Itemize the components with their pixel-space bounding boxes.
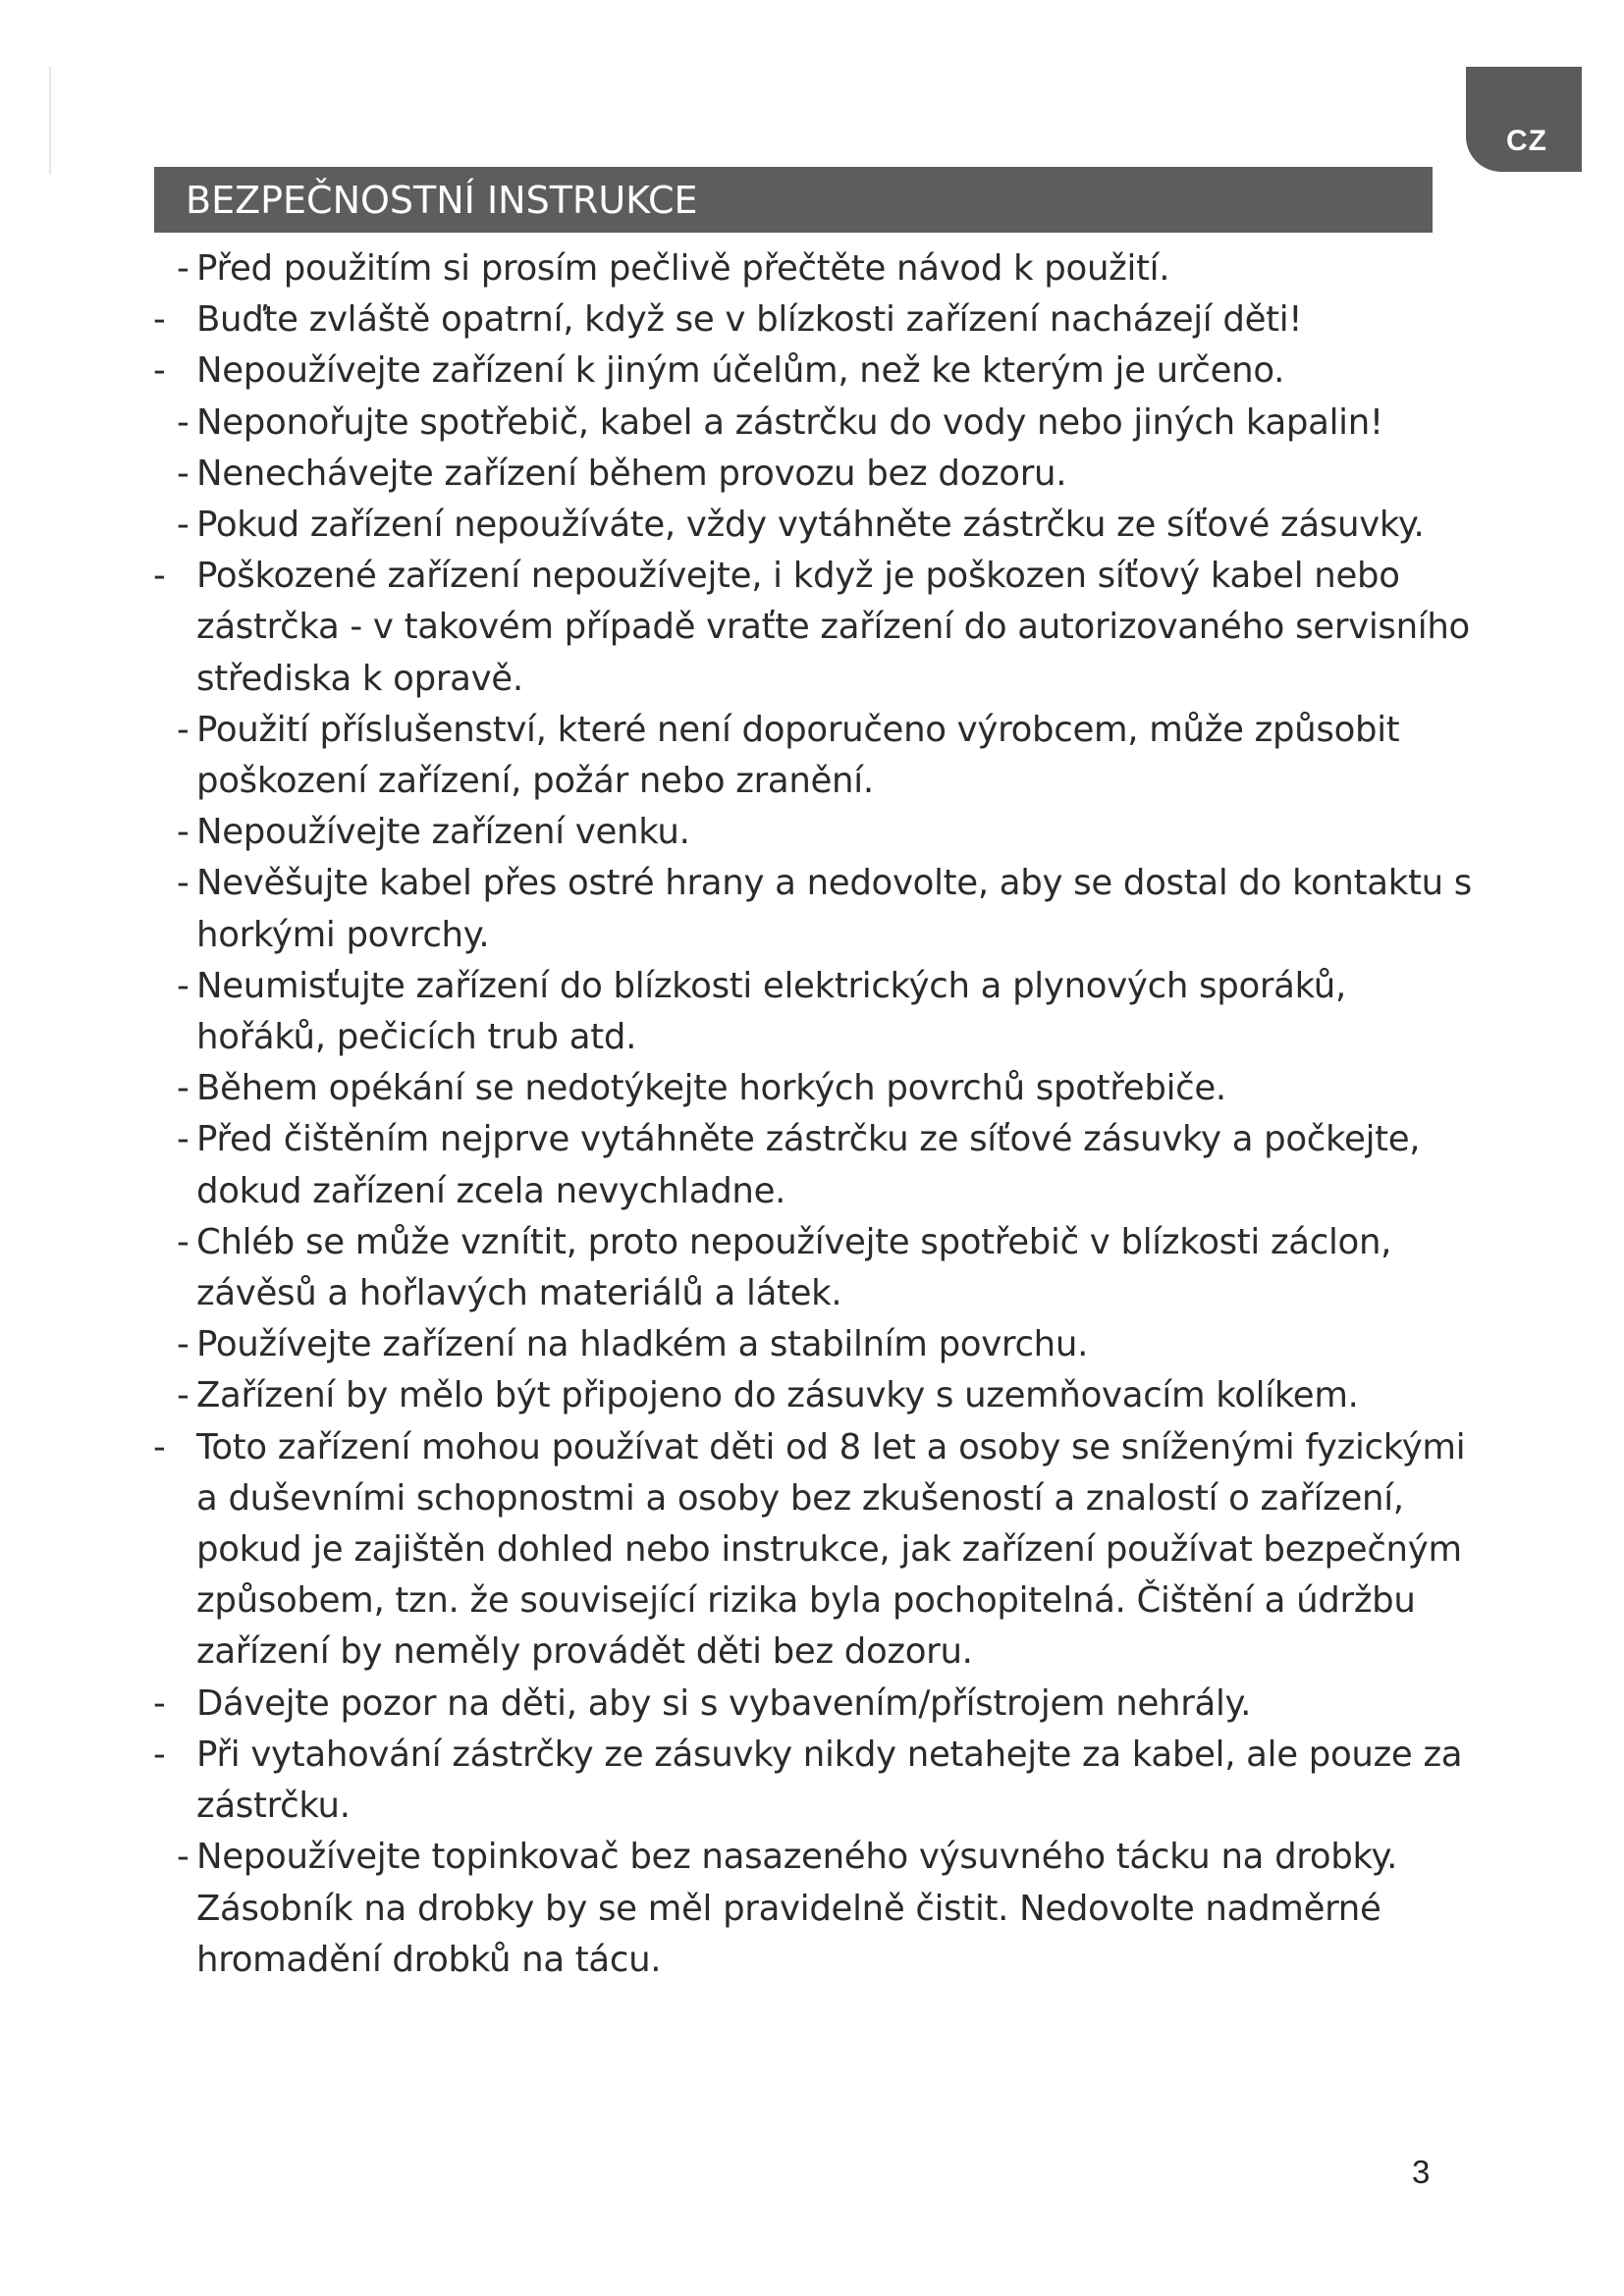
list-dash: - xyxy=(153,350,166,392)
safety-instructions-list xyxy=(147,243,1473,1986)
list-dash: - xyxy=(153,1682,166,1724)
list-item xyxy=(147,551,1473,705)
page-number: 3 xyxy=(1412,2154,1431,2190)
list-item xyxy=(147,1370,1473,1421)
list-dash: - xyxy=(177,1375,189,1416)
list-item xyxy=(147,294,1473,346)
list-item xyxy=(147,500,1473,551)
list-item-text: Zařízení by mělo být připojeno do zásuvky s uzemňovacím kolíkem. xyxy=(196,1375,1359,1416)
list-item xyxy=(147,1114,1473,1216)
section-title: BEZPEČNOSTNÍ INSTRUKCE xyxy=(186,178,698,222)
list-item-text: Buďte zvláště opatrní, když se v blízkosti zařízení nacházejí děti! xyxy=(196,299,1303,341)
list-item xyxy=(147,1217,1473,1319)
list-dash: - xyxy=(177,1324,189,1365)
list-item-text: Při vytahování zástrčky ze zásuvky nikdy netahejte za kabel, ale pouze za zástrčku. xyxy=(196,1734,1463,1827)
list-item-text: Během opékání se nedotýkejte horkých povrchů spotřebiče. xyxy=(196,1068,1226,1109)
list-item xyxy=(147,1679,1473,1730)
list-item-text: Před použitím si prosím pečlivě přečtěte návod k použití. xyxy=(196,248,1170,289)
list-item xyxy=(147,398,1473,449)
list-dash: - xyxy=(177,401,189,443)
list-dash: - xyxy=(177,1068,189,1109)
list-item-text: Toto zařízení mohou používat děti od 8 let a osoby se sníženými fyzickými a duševními schopnostmi a osoby bez zkušeností a znalostí o zařízení, pokud je zajištěn dohled nebo instrukce, jak zařízení používat bezpečným způsobem, tzn. že související rizika byla pochopitelná. Čištění a údržbu zařízení by neměly provádět děti bez dozoru. xyxy=(196,1426,1466,1673)
list-item xyxy=(147,1063,1473,1114)
margin-line xyxy=(49,67,51,175)
list-item-text: Neponořujte spotřebič, kabel a zástrčku do vody nebo jiných kapalin! xyxy=(196,401,1383,443)
list-item-text: Chléb se může vznítit, proto nepoužívejte spotřebič v blízkosti záclon, závěsů a hořlavých materiálů a látek. xyxy=(196,1221,1392,1314)
list-dash: - xyxy=(177,863,189,904)
list-item-text: Nevěšujte kabel přes ostré hrany a nedovolte, aby se dostal do kontaktu s horkými povrchy. xyxy=(196,863,1472,955)
list-dash: - xyxy=(177,709,189,750)
list-item-text: Nepoužívejte zařízení venku. xyxy=(196,812,690,853)
list-item xyxy=(147,346,1473,397)
list-item-text: Používejte zařízení na hladkém a stabilním povrchu. xyxy=(196,1324,1089,1365)
list-item xyxy=(147,1319,1473,1370)
list-dash: - xyxy=(177,505,189,546)
list-dash: - xyxy=(177,965,189,1006)
list-item-text: Neumisťujte zařízení do blízkosti elektrických a plynových sporáků, hořáků, pečicích trub atd. xyxy=(196,965,1346,1058)
list-dash: - xyxy=(177,1119,189,1160)
list-item-text: Pokud zařízení nepoužíváte, vždy vytáhněte zástrčku ze síťové zásuvky. xyxy=(196,505,1425,546)
list-item xyxy=(147,961,1473,1063)
list-dash: - xyxy=(153,299,166,341)
list-item-text: Nepoužívejte topinkovač bez nasazeného výsuvného tácku na drobky. Zásobník na drobky by se měl pravidelně čistit. Nedovolte nadměrné hromadění drobků na tácu. xyxy=(196,1837,1398,1980)
list-dash: - xyxy=(153,1734,166,1775)
list-item xyxy=(147,705,1473,807)
list-dash: - xyxy=(177,248,189,289)
list-item xyxy=(147,858,1473,960)
list-item xyxy=(147,1832,1473,1986)
list-item-text: Poškozené zařízení nepoužívejte, i když je poškozen síťový kabel nebo zástrčka - v takovém případě vraťte zařízení do autorizovaného servisního střediska k opravě. xyxy=(196,556,1470,699)
section-header-bar xyxy=(154,167,1433,233)
list-item xyxy=(147,807,1473,858)
list-item xyxy=(147,449,1473,500)
list-dash: - xyxy=(177,812,189,853)
list-item xyxy=(147,1422,1473,1679)
list-item-text: Nepoužívejte zařízení k jiným účelům, než ke kterým je určeno. xyxy=(196,350,1285,392)
list-dash: - xyxy=(153,1426,166,1468)
list-item-text: Dávejte pozor na děti, aby si s vybavením/přístrojem nehrály. xyxy=(196,1682,1252,1724)
list-item-text: Nenechávejte zařízení během provozu bez dozoru. xyxy=(196,453,1067,494)
language-code: CZ xyxy=(1506,125,1547,157)
list-dash: - xyxy=(153,556,166,597)
list-item-text: Před čištěním nejprve vytáhněte zástrčku ze síťové zásuvky a počkejte, dokud zařízení zcela nevychladne. xyxy=(196,1119,1421,1211)
list-item-text: Použití příslušenství, které není doporučeno výrobcem, může způsobit poškození zařízení, požár nebo zranění. xyxy=(196,709,1400,802)
list-dash: - xyxy=(177,1837,189,1878)
list-item xyxy=(147,1730,1473,1832)
list-dash: - xyxy=(177,1221,189,1262)
list-item xyxy=(147,243,1473,294)
list-dash: - xyxy=(177,453,189,494)
language-tab xyxy=(1466,67,1582,172)
